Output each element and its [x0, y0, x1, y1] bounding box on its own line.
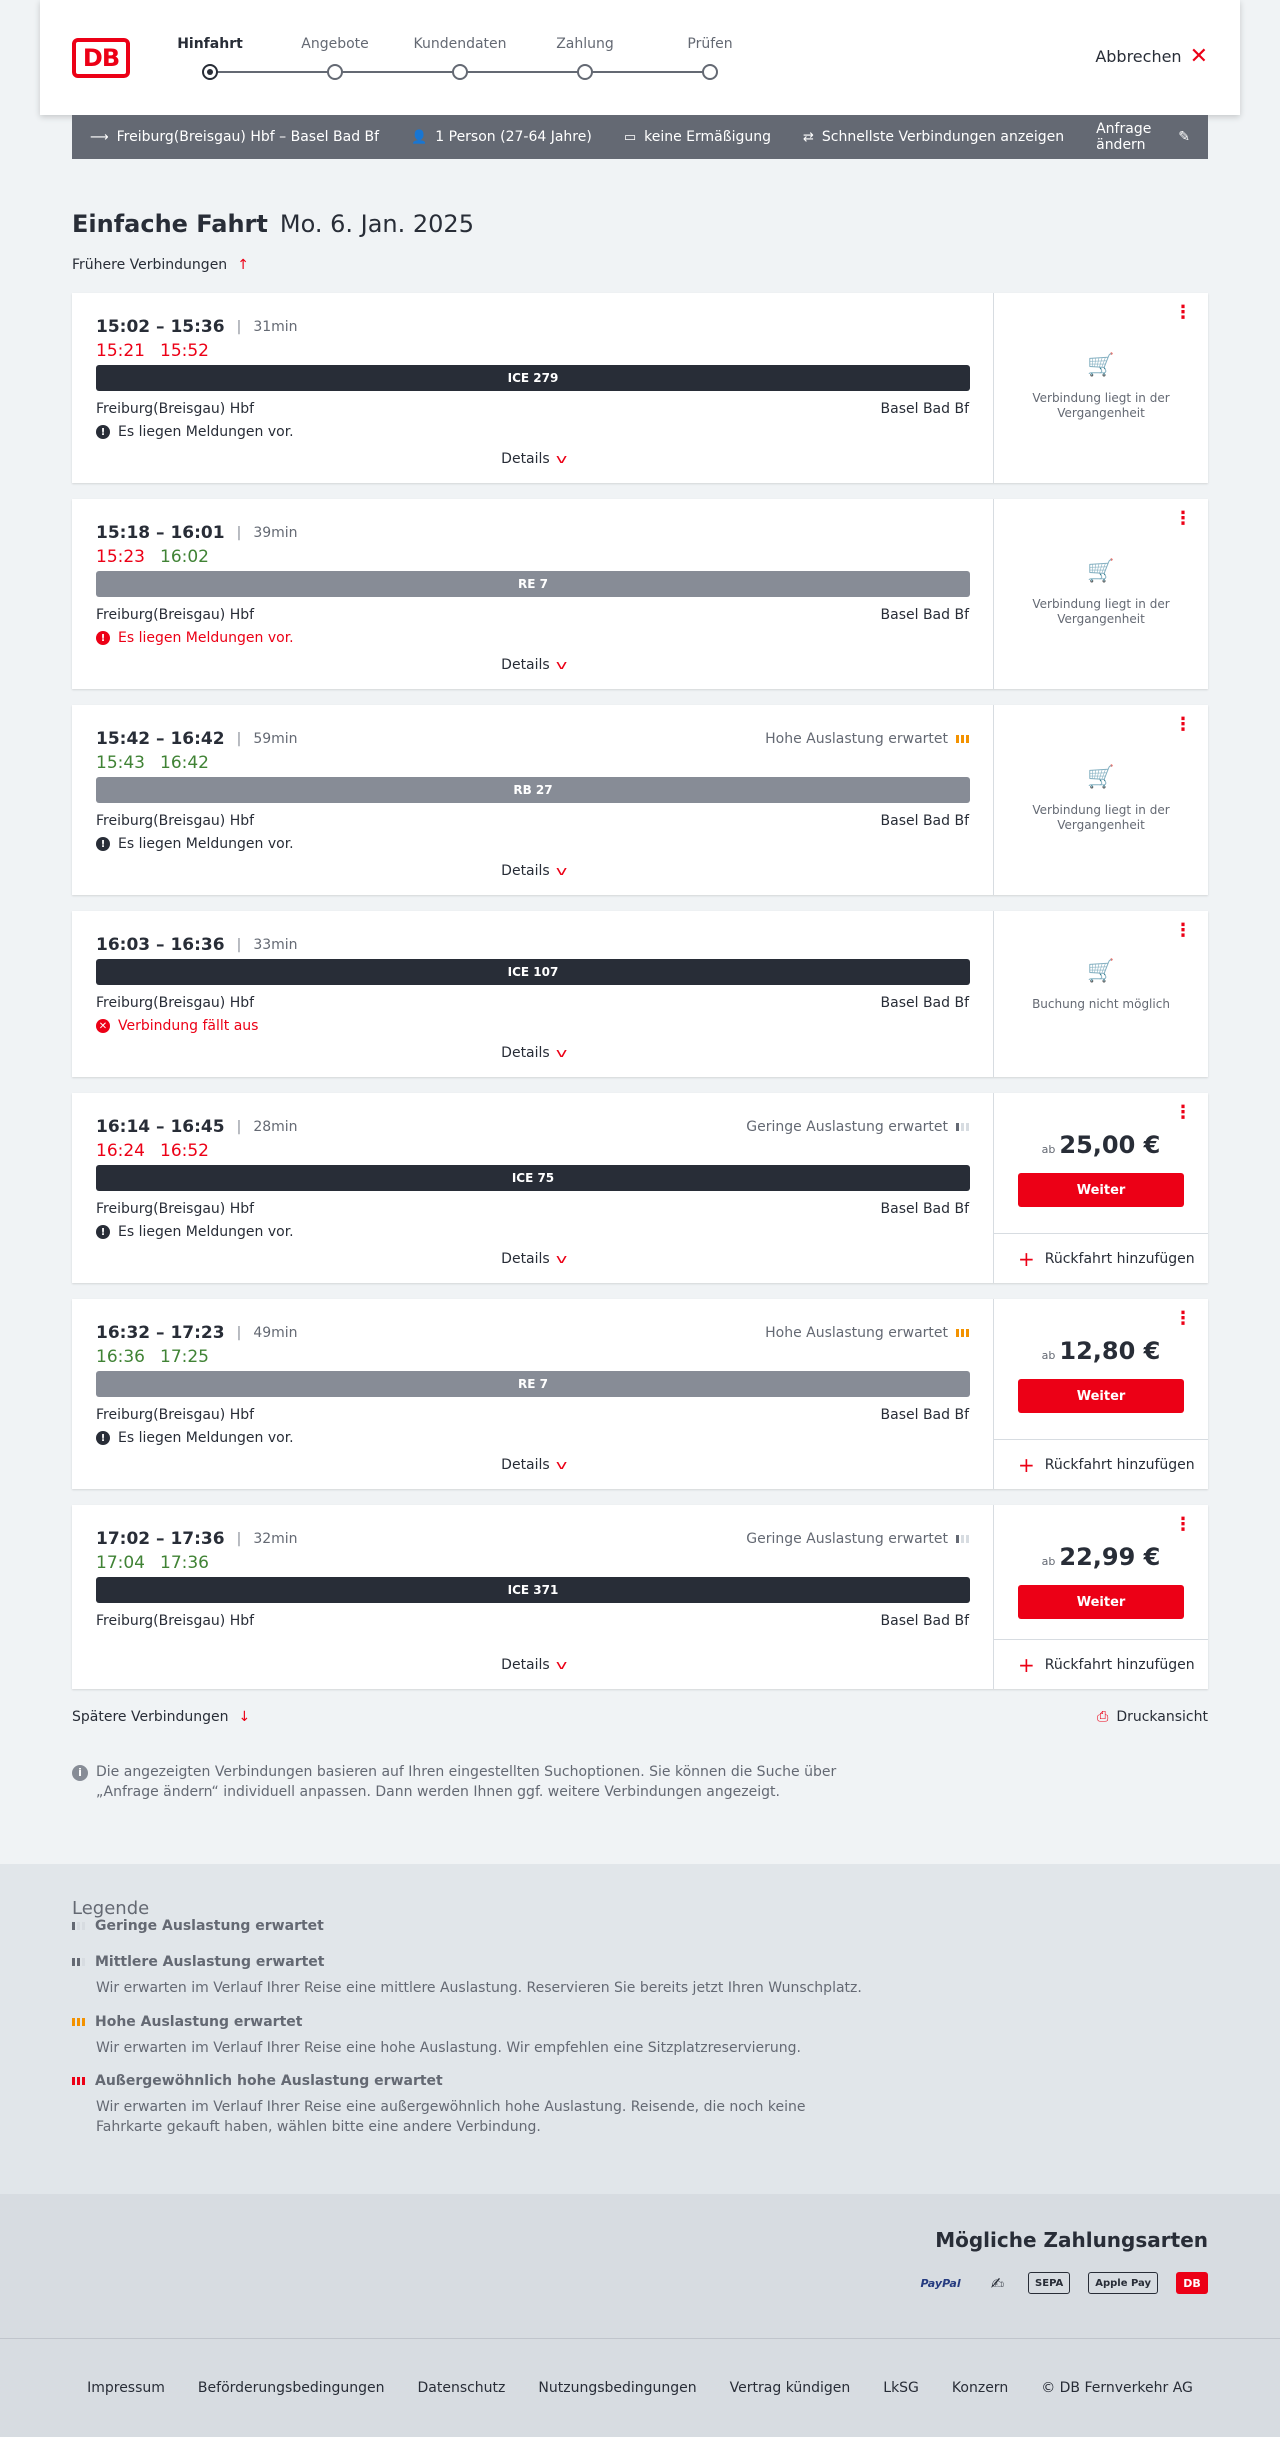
realtime-departure: 17:04: [96, 1553, 145, 1573]
arrival-time: 16:45: [170, 1117, 225, 1137]
legend-item-high: Hohe Auslastung erwartet Wir erwarten im Verlauf Ihrer Reise eine hohe Auslastung. Wir empfehlen eine Sitzplatzreservierung.: [72, 2014, 872, 2058]
settings-slider-icon: ⇄: [802, 129, 814, 145]
person-icon: 👤: [411, 129, 428, 145]
warning-icon: !: [96, 631, 110, 645]
legend-item-mid: Mittlere Auslastung erwartet Wir erwarten im Verlauf Ihrer Reise eine mittlere Auslastung. Reservieren Sie bereits jetzt Ihren Wunschplatz.: [72, 1954, 872, 1998]
continue-button[interactable]: Weiter: [1018, 1585, 1184, 1619]
origin-station: Freiburg(Breisgau) Hbf: [96, 401, 255, 417]
occupancy-ext-icon: [72, 2077, 85, 2085]
occupancy-mid-icon: [72, 1958, 85, 1966]
chevron-down-icon: v: [555, 1658, 567, 1672]
train-bar[interactable]: ICE 371: [96, 1577, 970, 1603]
step-pruefen: Prüfen: [687, 36, 733, 52]
destination-station: Basel Bad Bf: [880, 813, 969, 829]
warning-icon: !: [96, 1225, 110, 1239]
footer-link-3[interactable]: Nutzungsbedingungen: [538, 2380, 697, 2396]
plus-icon: +: [1018, 1652, 1035, 1677]
print-view-link[interactable]: ⎙ Druckansicht: [1097, 1709, 1208, 1725]
departure-time: 15:18: [96, 523, 151, 543]
add-return-trip-button[interactable]: + Rückfahrt hinzufügen: [994, 1233, 1208, 1283]
arrow-right-icon: ⟶: [90, 129, 109, 145]
origin-station: Freiburg(Breisgau) Hbf: [96, 607, 255, 623]
footer-link-6[interactable]: Konzern: [951, 2380, 1009, 2396]
arrival-time: 16:01: [170, 523, 225, 543]
connection-card[interactable]: [72, 1505, 1208, 1689]
add-return-trip-button[interactable]: + Rückfahrt hinzufügen: [994, 1439, 1208, 1489]
connection-card[interactable]: [72, 293, 1208, 483]
duration: 39min: [253, 525, 298, 541]
connection-message: ! Es liegen Meldungen vor.: [96, 630, 294, 646]
destination-station: Basel Bad Bf: [880, 995, 969, 1011]
legend-title: Legende: [72, 1898, 150, 1919]
realtime-times: [96, 1347, 224, 1367]
occupancy-indicator: Geringe Auslastung erwartet: [746, 1531, 969, 1547]
realtime-arrival: 16:42: [160, 753, 209, 773]
realtime-arrival: 16:52: [160, 1141, 209, 1161]
connection-details: [72, 705, 994, 895]
booking-panel: [994, 1299, 1208, 1489]
details-toggle[interactable]: Details v: [501, 1045, 567, 1061]
booking-panel: [994, 705, 1208, 895]
realtime-times: [96, 547, 224, 567]
info-note: i Die angezeigten Verbindungen basieren auf Ihren eingestellten Suchoptionen. Sie können die Suche über „Anfrage ändern“ individuell anpassen. Dann werden Ihnen ggf. weitere Verbindungen angezeigt.: [72, 1762, 852, 1802]
step-kundendaten: Kundendaten: [413, 36, 507, 52]
pencil-icon: ✎: [1178, 129, 1190, 145]
more-options-icon[interactable]: ⋮: [1174, 508, 1192, 529]
sepa-icon: SEPA: [1028, 2272, 1070, 2294]
warning-icon: !: [96, 425, 110, 439]
earlier-connections-link[interactable]: Frühere Verbindungen ↑: [72, 257, 249, 273]
add-return-trip-button[interactable]: + Rückfahrt hinzufügen: [994, 1639, 1208, 1689]
origin-station: Freiburg(Breisgau) Hbf: [96, 1407, 255, 1423]
realtime-times: [96, 341, 224, 361]
db-logo[interactable]: DB: [72, 38, 130, 78]
more-options-icon[interactable]: ⋮: [1174, 1102, 1192, 1123]
connection-card[interactable]: [72, 1093, 1208, 1283]
plus-icon: +: [1018, 1452, 1035, 1477]
occupancy-indicator: Hohe Auslastung erwartet: [765, 1325, 969, 1341]
cart-unavailable-icon: 🛒: [1087, 959, 1115, 984]
footer-link-0[interactable]: Impressum: [87, 2380, 165, 2396]
chevron-down-icon: v: [555, 1458, 567, 1472]
details-toggle[interactable]: Details v: [501, 1457, 567, 1473]
realtime-departure: 15:23: [96, 547, 145, 567]
booking-panel: [994, 1505, 1208, 1689]
origin-station: Freiburg(Breisgau) Hbf: [96, 995, 255, 1011]
booking-status: 🛒 Verbindung liegt in der Vergangenheit: [994, 564, 1208, 627]
step-zahlung: Zahlung: [556, 36, 614, 52]
details-toggle[interactable]: Details v: [501, 863, 567, 879]
connection-card[interactable]: [72, 499, 1208, 689]
occupancy-low-icon: [956, 1535, 969, 1543]
persons-summary: 👤 1 Person (27-64 Jahre): [411, 129, 592, 145]
booking-panel: [994, 1093, 1208, 1283]
details-toggle[interactable]: Details v: [501, 1657, 567, 1673]
connection-details: [72, 293, 994, 483]
payment-icons: [914, 2272, 1208, 2294]
occupancy-indicator: Geringe Auslastung erwartet: [746, 1119, 969, 1135]
header: [40, 0, 1240, 115]
route-summary: ⟶ Freiburg(Breisgau) Hbf – Basel Bad Bf: [90, 129, 380, 145]
more-options-icon[interactable]: ⋮: [1174, 920, 1192, 941]
realtime-departure: 15:21: [96, 341, 145, 361]
cart-unavailable-icon: 🛒: [1087, 559, 1115, 584]
travel-date: Mo. 6. Jan. 2025: [279, 210, 474, 238]
chevron-down-icon: v: [555, 452, 567, 466]
step-dot-kundendaten: [452, 64, 468, 80]
occupancy-high-icon: [956, 1329, 969, 1337]
page-title: Einfache Fahrt Mo. 6. Jan. 2025: [72, 210, 474, 238]
details-toggle[interactable]: Details v: [501, 451, 567, 467]
connection-message: ! Es liegen Meldungen vor.: [96, 1430, 294, 1446]
printer-icon: ⎙: [1097, 1709, 1109, 1725]
connection-message: ✕ Verbindung fällt aus: [96, 1018, 258, 1034]
duration: 32min: [253, 1531, 298, 1547]
occupancy-high-icon: [72, 2018, 85, 2026]
change-request-button[interactable]: Anfrage ändern ✎: [1096, 121, 1190, 153]
connection-details: [72, 1505, 994, 1689]
arrow-down-icon: ↓: [238, 1709, 251, 1725]
realtime-arrival: 17:25: [160, 1347, 209, 1367]
destination-station: Basel Bad Bf: [880, 1613, 969, 1629]
price: ab 25,00 €: [1041, 1131, 1161, 1159]
footer-link-4[interactable]: Vertrag kündigen: [729, 2380, 851, 2396]
scheduled-times: 15:02 – 15:36 | 31min: [96, 317, 298, 337]
duration: 59min: [253, 731, 298, 747]
realtime-times: [96, 1141, 224, 1161]
fastest-option: ⇄ Schnellste Verbindungen anzeigen: [802, 129, 1065, 145]
realtime-arrival: 17:36: [160, 1553, 209, 1573]
realtime-departure: 16:36: [96, 1347, 145, 1367]
occupancy-indicator: Hohe Auslastung erwartet: [765, 731, 969, 747]
connection-card[interactable]: [72, 705, 1208, 895]
realtime-departure: 15:43: [96, 753, 145, 773]
train-bar[interactable]: ICE 75: [96, 1165, 970, 1191]
legend-section: [0, 1864, 1280, 2194]
chevron-down-icon: v: [555, 864, 567, 878]
departure-time: 16:32: [96, 1323, 151, 1343]
departure-time: 16:03: [96, 935, 151, 955]
payment-methods-section: [0, 2194, 1280, 2339]
search-summary-bar: [72, 115, 1208, 159]
duration: 28min: [253, 1119, 298, 1135]
destination-station: Basel Bad Bf: [880, 1407, 969, 1423]
price: ab 12,80 €: [1041, 1337, 1161, 1365]
details-toggle[interactable]: Details v: [501, 657, 567, 673]
connection-message: ! Es liegen Meldungen vor.: [96, 424, 294, 440]
discount-summary: ▭ keine Ermäßigung: [623, 129, 771, 145]
origin-station: Freiburg(Breisgau) Hbf: [96, 813, 255, 829]
cancel-label: Abbrechen: [1095, 47, 1182, 66]
realtime-arrival: 16:02: [160, 547, 209, 567]
chevron-down-icon: v: [555, 658, 567, 672]
departure-time: 15:02: [96, 317, 151, 337]
occupancy-low-icon: [956, 1123, 969, 1131]
legend-item-ext: Außergewöhnlich hohe Auslastung erwartet Wir erwarten im Verlauf Ihrer Reise eine außergewöhnlich hohe Auslastung. Reisende, die noch keine Fahrkarte gekauft haben, wählen bitte eine andere Verbindung.: [72, 2073, 872, 2137]
cancel-icon: ✕: [96, 1019, 110, 1033]
connection-details: [72, 1299, 994, 1489]
train-bar[interactable]: RB 27: [96, 777, 970, 803]
occupancy-high-icon: [956, 735, 969, 743]
scheduled-times: 17:02 – 17:36 | 32min: [96, 1529, 298, 1549]
departure-time: 16:14: [96, 1117, 151, 1137]
connection-message: ! Es liegen Meldungen vor.: [96, 836, 294, 852]
connection-card[interactable]: [72, 911, 1208, 1077]
warning-icon: !: [96, 837, 110, 851]
connection-card[interactable]: [72, 1299, 1208, 1489]
occupancy-low-icon: [72, 1922, 85, 1930]
connection-details: [72, 1093, 994, 1283]
plus-icon: +: [1018, 1246, 1035, 1271]
realtime-arrival: 15:52: [160, 341, 209, 361]
destination-station: Basel Bad Bf: [880, 401, 969, 417]
booking-status: 🛒 Verbindung liegt in der Vergangenheit: [994, 358, 1208, 421]
footer-link-5[interactable]: LkSG: [883, 2380, 919, 2396]
train-bar[interactable]: RE 7: [96, 571, 970, 597]
booking-panel: [994, 499, 1208, 689]
continue-button[interactable]: Weiter: [1018, 1173, 1184, 1207]
step-dot-pruefen: [702, 64, 718, 80]
apple-pay-icon: Apple Pay: [1088, 2272, 1158, 2294]
train-bar[interactable]: RE 7: [96, 1371, 970, 1397]
direct-debit-icon: ✍: [990, 2273, 1005, 2293]
legend-item-low: Geringe Auslastung erwartet: [72, 1918, 872, 1934]
paypal-icon: PayPal: [920, 2276, 961, 2290]
arrival-time: 17:36: [170, 1529, 225, 1549]
train-bar[interactable]: ICE 279: [96, 365, 970, 391]
step-angebote: Angebote: [301, 36, 369, 52]
origin-station: Freiburg(Breisgau) Hbf: [96, 1201, 255, 1217]
booking-panel: [994, 293, 1208, 483]
connection-details: [72, 499, 994, 689]
scheduled-times: 16:03 – 16:36 | 33min: [96, 935, 298, 955]
footer-link-7: © DB Fernverkehr AG: [1041, 2380, 1193, 2396]
db-card-icon: DB: [1176, 2272, 1208, 2294]
more-options-icon[interactable]: ⋮: [1174, 1308, 1192, 1329]
cart-unavailable-icon: 🛒: [1087, 765, 1115, 790]
continue-button[interactable]: Weiter: [1018, 1379, 1184, 1413]
connection-message: ! Es liegen Meldungen vor.: [96, 1224, 294, 1240]
booking-status: 🛒 Verbindung liegt in der Vergangenheit: [994, 770, 1208, 833]
step-dot-zahlung: [577, 64, 593, 80]
chevron-down-icon: v: [555, 1046, 567, 1060]
duration: 31min: [253, 319, 298, 335]
booking-panel: [994, 911, 1208, 1077]
arrival-time: 16:42: [170, 729, 225, 749]
payment-methods-title: Mögliche Zahlungsarten: [935, 2228, 1208, 2252]
arrival-time: 16:36: [170, 935, 225, 955]
realtime-times: [96, 753, 224, 773]
more-options-icon[interactable]: ⋮: [1174, 1514, 1192, 1535]
scheduled-times: 15:42 – 16:42 | 59min: [96, 729, 298, 749]
realtime-times: [96, 1553, 224, 1573]
scheduled-times: 16:32 – 17:23 | 49min: [96, 1323, 298, 1343]
cart-unavailable-icon: 🛒: [1087, 353, 1115, 378]
footer-link-2[interactable]: Datenschutz: [417, 2380, 506, 2396]
step-hinfahrt: Hinfahrt: [177, 36, 243, 52]
realtime-departure: 16:24: [96, 1141, 145, 1161]
destination-station: Basel Bad Bf: [880, 607, 969, 623]
footer: [0, 2339, 1280, 2437]
train-bar[interactable]: ICE 107: [96, 959, 970, 985]
close-icon: ✕: [1189, 43, 1208, 69]
details-toggle[interactable]: Details v: [501, 1251, 567, 1267]
warning-icon: !: [96, 1431, 110, 1445]
arrival-time: 17:23: [170, 1323, 225, 1343]
arrow-up-icon: ↑: [237, 257, 249, 273]
destination-station: Basel Bad Bf: [880, 1201, 969, 1217]
scheduled-times: 16:14 – 16:45 | 28min: [96, 1117, 298, 1137]
later-connections-link[interactable]: Spätere Verbindungen ↓: [72, 1709, 251, 1725]
duration: 49min: [253, 1325, 298, 1341]
departure-time: 15:42: [96, 729, 151, 749]
step-dot-hinfahrt: [202, 64, 218, 80]
connection-details: [72, 911, 994, 1077]
more-options-icon[interactable]: ⋮: [1174, 302, 1192, 323]
price: ab 22,99 €: [1041, 1543, 1161, 1571]
arrival-time: 15:36: [170, 317, 225, 337]
footer-link-1[interactable]: Beförderungsbedingungen: [197, 2380, 385, 2396]
departure-time: 17:02: [96, 1529, 151, 1549]
booking-status: 🛒 Buchung nicht möglich: [994, 964, 1208, 1012]
step-dot-angebote: [327, 64, 343, 80]
more-options-icon[interactable]: ⋮: [1174, 714, 1192, 735]
cancel-button[interactable]: [1095, 43, 1208, 69]
duration: 33min: [253, 937, 298, 953]
chevron-down-icon: v: [555, 1252, 567, 1266]
info-icon: i: [72, 1765, 88, 1781]
scheduled-times: 15:18 – 16:01 | 39min: [96, 523, 298, 543]
card-icon: ▭: [623, 129, 637, 145]
origin-station: Freiburg(Breisgau) Hbf: [96, 1613, 255, 1629]
